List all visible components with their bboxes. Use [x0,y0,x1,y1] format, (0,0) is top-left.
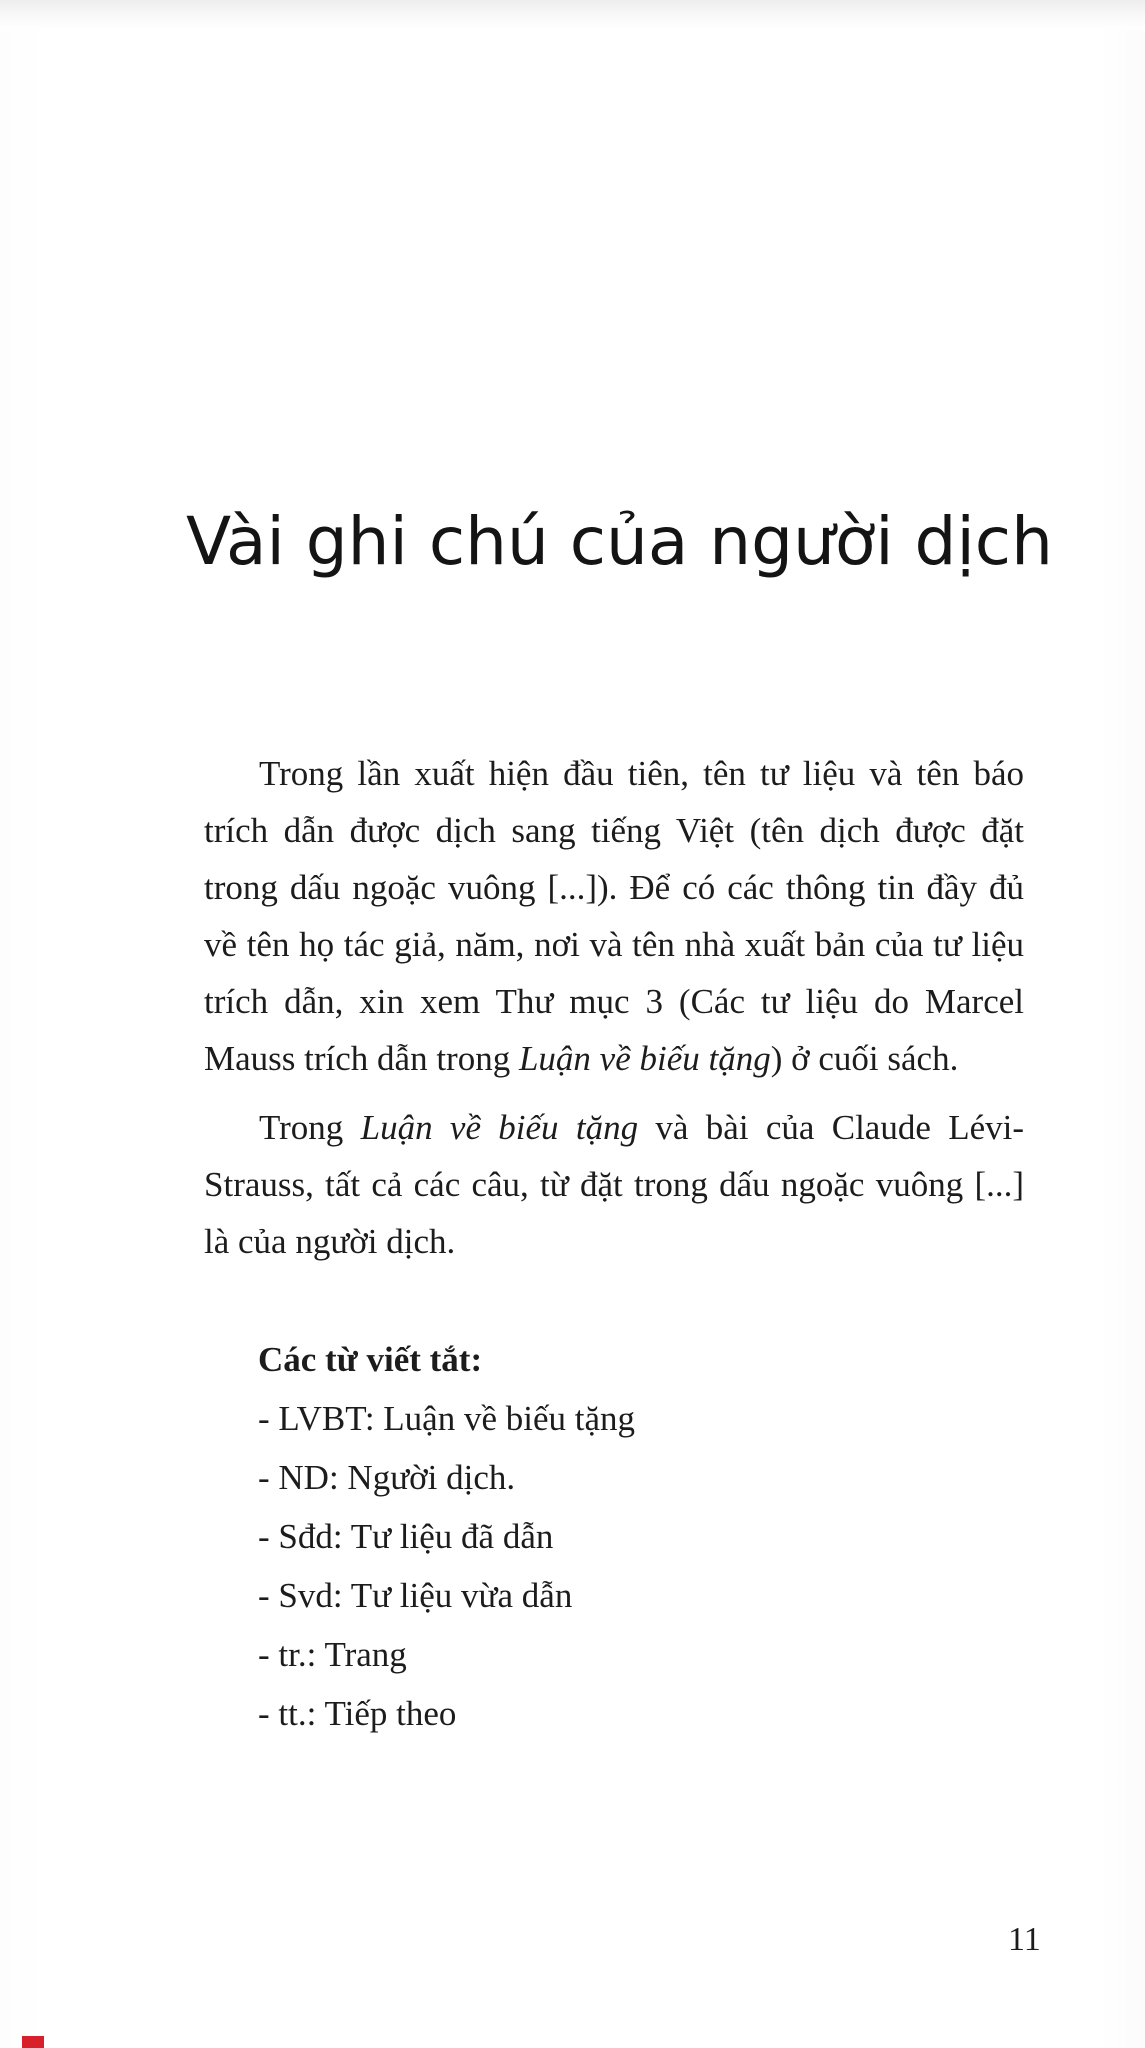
abbreviation-item: - LVBT: Luận về biếu tặng [258,1399,636,1438]
abbreviations-heading: Các từ viết tắt: [258,1340,483,1379]
paragraph-1 [204,745,1024,1087]
body-text [204,745,1024,1282]
abbreviation-item: - ND: Người dịch. [258,1458,516,1497]
abbreviations-section [258,1330,958,1743]
paragraph-2-text-b: và bài của Claude Lévi-Strauss, tất cả các câu, từ đặt trong dấu ngoặc vuông [...] là của người dịch. [204,1108,1024,1261]
paragraph-1-book-title: Luận về biếu tặng [518,1039,771,1078]
red-corner-mark [22,2036,44,2048]
paragraph-1-text-a: Trong lần xuất hiện đầu tiên, tên tư liệu và tên báo trích dẫn được dịch sang tiếng Việt (tên dịch được đặt trong dấu ngoặc vuông [...]). Để có các thông tin đầy đủ về tên họ tác giả, năm, nơi và tên nhà xuất bản của tư liệu trích dẫn, xin xem Thư mục 3 (Các tư liệu do Marcel Mauss trích dẫn trong [204,754,1024,1078]
paragraph-2-text-a: Trong [259,1108,361,1147]
abbreviation-item: - Sđd: Tư liệu đã dẫn [258,1517,554,1556]
paragraph-2 [204,1099,1024,1270]
paragraph-2-book-title: Luận về biếu tặng [360,1108,639,1147]
abbreviation-item: - tt.: Tiếp theo [258,1694,457,1733]
chapter-title: Vài ghi chú của người dịch [186,503,1053,580]
abbreviation-item: - Svd: Tư liệu vừa dẫn [258,1576,573,1615]
page-number: 11 [1008,1921,1041,1958]
paragraph-1-text-b: ) ở cuối sách. [770,1039,959,1078]
scan-top-shadow [0,0,1145,30]
abbreviation-item: - tr.: Trang [258,1635,407,1674]
abbreviations-list [258,1389,958,1743]
